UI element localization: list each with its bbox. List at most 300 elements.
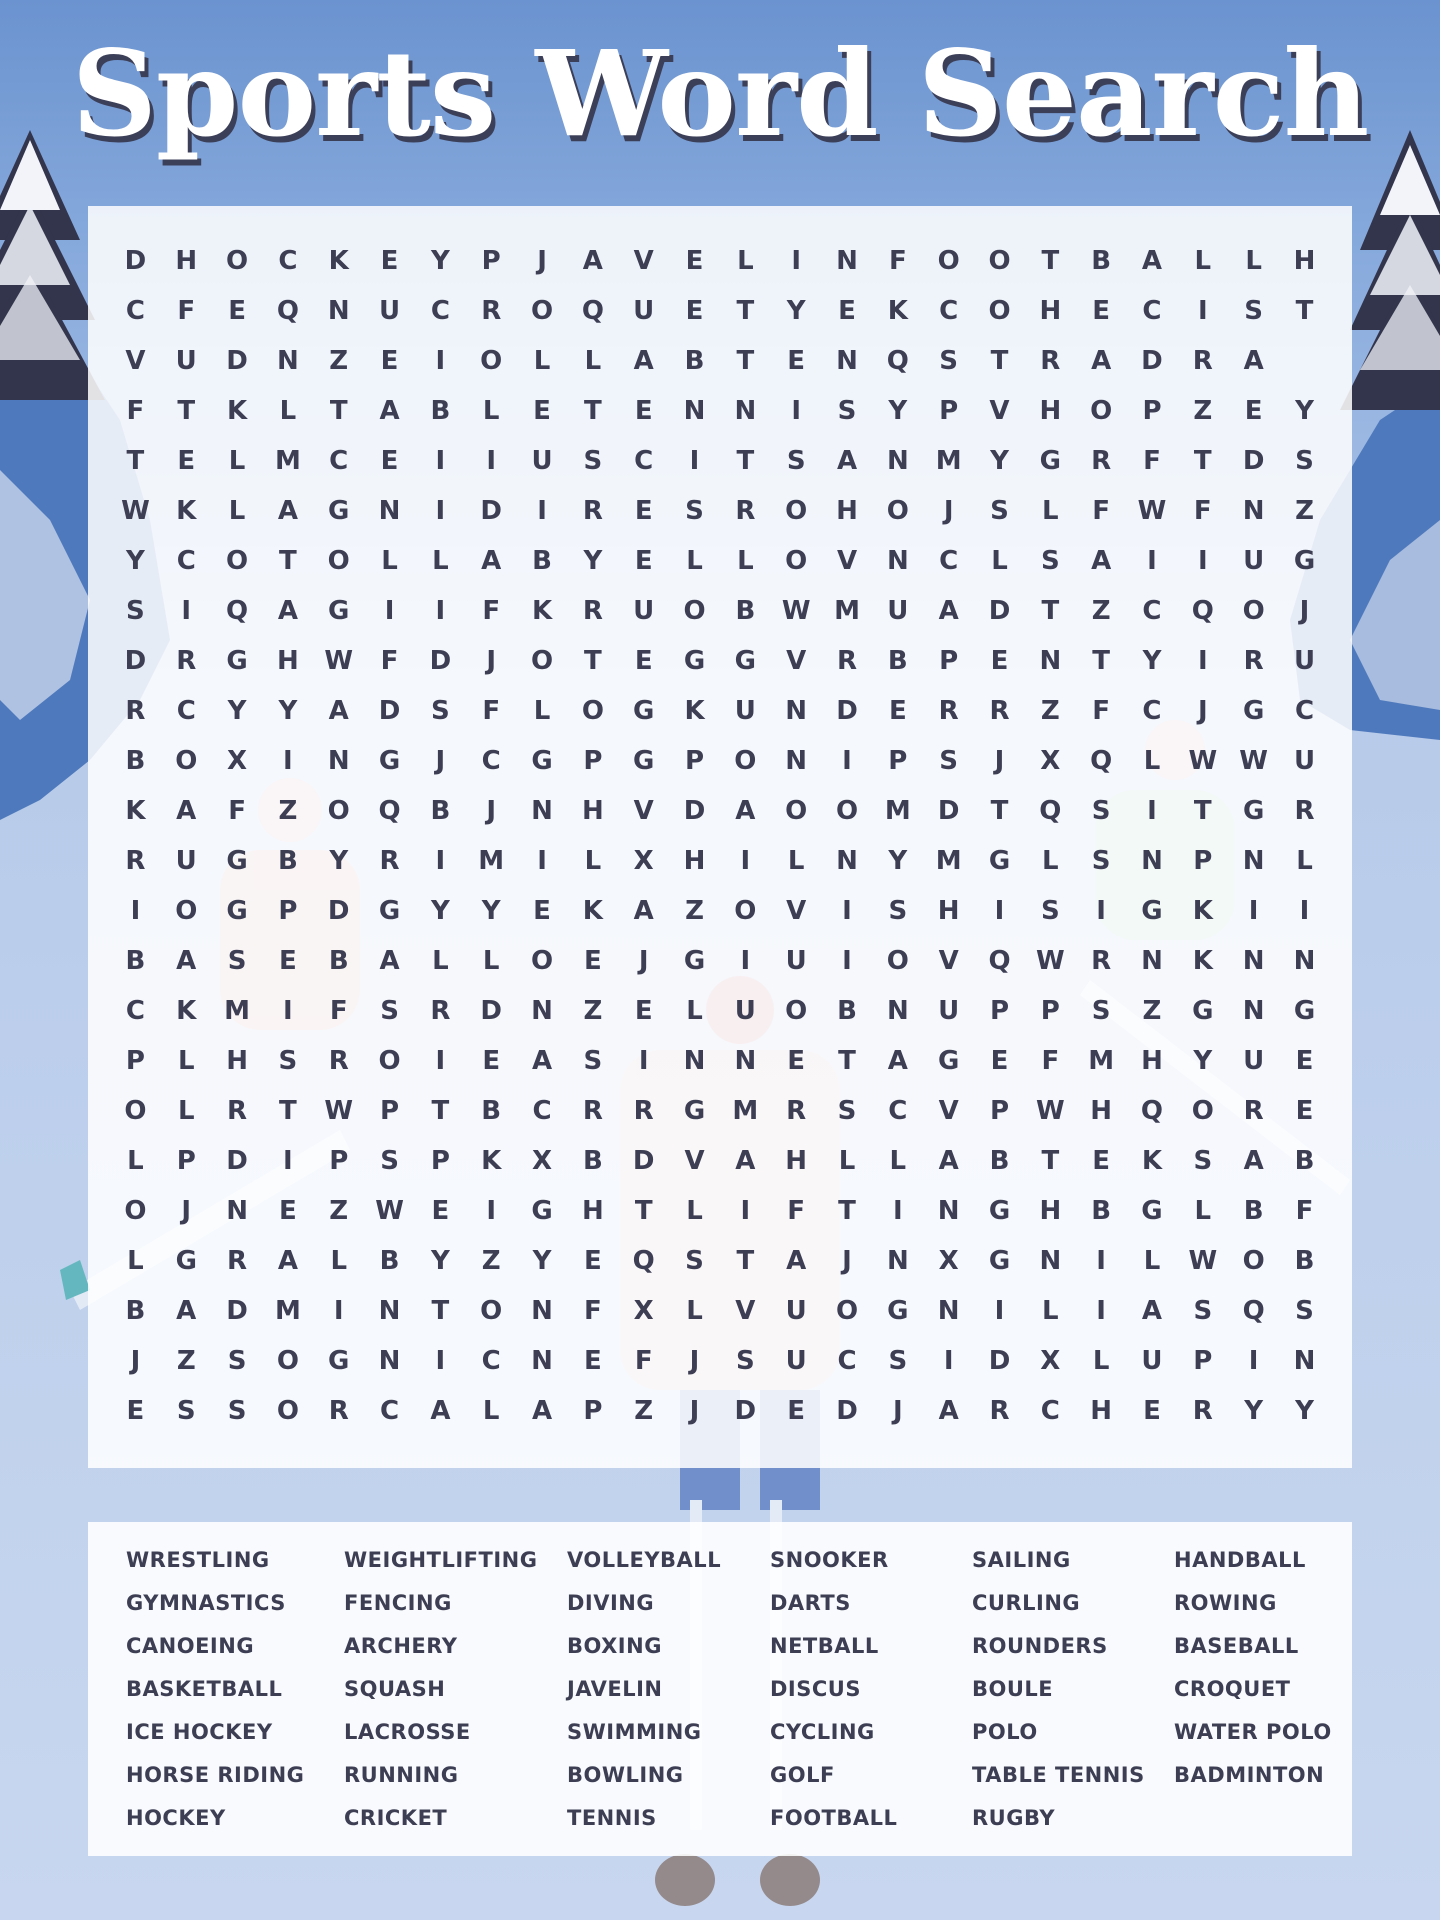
grid-letter: G xyxy=(988,1196,1011,1226)
grid-letter: R xyxy=(786,1096,807,1126)
grid-letter: A xyxy=(379,396,400,426)
grid-letter: Y xyxy=(430,1246,450,1276)
grid-letter: L xyxy=(432,946,449,976)
grid-letter: A xyxy=(786,1246,807,1276)
grid-letter: G xyxy=(226,846,248,876)
grid-letter: C xyxy=(1142,696,1162,726)
grid-letter: P xyxy=(176,1146,196,1176)
grid-letter: Z xyxy=(176,1346,196,1376)
grid-letter: P xyxy=(1142,396,1162,426)
word-list-item: LACROSSE xyxy=(344,1720,471,1744)
grid-letter: V xyxy=(735,1296,756,1326)
grid-letter: I xyxy=(791,396,802,426)
grid-letter: T xyxy=(736,1246,755,1276)
grid-letter: G xyxy=(988,846,1011,876)
grid-row xyxy=(110,436,1330,486)
grid-letter: R xyxy=(125,846,146,876)
grid-letter: U xyxy=(633,296,655,326)
grid-letter: L xyxy=(127,1246,144,1276)
grid-letter: P xyxy=(481,246,501,276)
grid-letter: E xyxy=(279,946,297,976)
grid-letter: G xyxy=(531,1196,553,1226)
grid-letter: N xyxy=(886,996,909,1026)
grid-letter: O xyxy=(175,746,198,776)
grid-letter: F xyxy=(380,646,399,676)
grid-letter: E xyxy=(990,646,1009,676)
grid-letter: R xyxy=(582,496,603,526)
word-list-item: GOLF xyxy=(770,1763,835,1787)
grid-letter: O xyxy=(734,746,757,776)
grid-letter: H xyxy=(1293,246,1316,276)
grid-row xyxy=(110,1086,1330,1136)
grid-letter: I xyxy=(1197,546,1208,576)
grid-letter: Z xyxy=(1040,696,1060,726)
grid-letter: O xyxy=(1191,1096,1214,1126)
grid-letter: C xyxy=(481,1346,501,1376)
grid-letter: P xyxy=(125,1046,145,1076)
grid-letter: G xyxy=(1039,446,1061,476)
grid-letter: Q xyxy=(378,796,401,826)
grid-letter: O xyxy=(835,1296,859,1326)
word-list-item: ROUNDERS xyxy=(972,1634,1108,1658)
grid-letter: W xyxy=(1188,746,1218,776)
grid-letter: O xyxy=(327,796,350,826)
word-list-item: CYCLING xyxy=(770,1720,875,1744)
grid-letter: O xyxy=(276,1396,299,1426)
word-list-item: RUGBY xyxy=(972,1806,1056,1830)
grid-letter: S xyxy=(1244,296,1263,326)
grid-letter: G xyxy=(937,1046,960,1076)
grid-letter: R xyxy=(1091,946,1112,976)
grid-letter: P xyxy=(583,746,603,776)
grid-letter: O xyxy=(1242,1246,1265,1276)
grid-letter: N xyxy=(1242,946,1265,976)
grid-letter: X xyxy=(938,1246,959,1276)
grid-letter: N xyxy=(785,746,808,776)
grid-letter: B xyxy=(532,546,552,576)
grid-letter: L xyxy=(482,1396,500,1426)
grid-letter: R xyxy=(836,646,858,676)
grid-letter: O xyxy=(530,296,554,326)
grid-letter: S xyxy=(837,1096,857,1126)
grid-letter: T xyxy=(329,396,348,426)
word-column xyxy=(567,1545,721,1846)
grid-letter: T xyxy=(1041,1146,1060,1176)
grid-letter: S xyxy=(888,1346,908,1376)
grid-letter: V xyxy=(938,946,959,976)
grid-letter: D xyxy=(429,646,452,676)
grid-letter: E xyxy=(685,246,704,276)
grid-letter: I xyxy=(1197,296,1208,326)
grid-letter: N xyxy=(886,446,909,476)
grid-letter: O xyxy=(785,546,808,576)
grid-letter: M xyxy=(274,1296,301,1326)
grid-letter: L xyxy=(432,546,449,576)
grid-letter: C xyxy=(939,546,959,576)
grid-letter: R xyxy=(1243,646,1264,676)
grid-letter: S xyxy=(583,446,603,476)
grid-letter: Q xyxy=(581,296,604,326)
grid-letter: W xyxy=(121,496,150,526)
grid-letter: S xyxy=(735,1346,755,1376)
word-list-item: HANDBALL xyxy=(1174,1548,1306,1572)
grid-letter: T xyxy=(279,546,297,576)
grid-letter: T xyxy=(1295,296,1314,326)
grid-letter: E xyxy=(583,1346,602,1376)
grid-letter: B xyxy=(837,996,857,1026)
grid-letter: K xyxy=(481,1146,502,1176)
grid-letter: Y xyxy=(278,696,298,726)
grid-letter: F xyxy=(787,1196,806,1226)
grid-letter: T xyxy=(736,296,755,326)
grid-letter: N xyxy=(937,1196,960,1226)
grid-letter: Q xyxy=(226,596,249,626)
grid-letter: A xyxy=(1091,546,1112,576)
grid-letter: J xyxy=(1197,696,1208,726)
grid-letter: L xyxy=(177,1046,195,1076)
grid-letter: B xyxy=(684,346,705,376)
grid-letter: F xyxy=(634,1346,653,1376)
grid-letter: N xyxy=(836,846,858,876)
grid-letter: Z xyxy=(634,1396,654,1426)
grid-letter: G xyxy=(683,646,706,676)
grid-row xyxy=(110,1336,1330,1386)
grid-letter: L xyxy=(838,1146,856,1176)
grid-letter: A xyxy=(176,1296,197,1326)
grid-letter: L xyxy=(1194,1196,1212,1226)
grid-letter: Z xyxy=(1091,596,1111,626)
grid-letter: J xyxy=(892,1396,903,1426)
grid-letter: P xyxy=(583,1396,603,1426)
grid-letter: L xyxy=(889,1146,907,1176)
word-list-item: POLO xyxy=(972,1720,1038,1744)
grid-letter: P xyxy=(380,1096,400,1126)
grid-letter: L xyxy=(686,1196,703,1226)
grid-letter: T xyxy=(1193,796,1212,826)
grid-letter: Y xyxy=(786,296,806,326)
grid-letter: B xyxy=(1294,1246,1315,1276)
word-list-item: GYMNASTICS xyxy=(126,1591,286,1615)
grid-letter: F xyxy=(1041,1046,1060,1076)
grid-row xyxy=(110,1386,1330,1436)
grid-letter: J xyxy=(181,1196,192,1226)
word-column xyxy=(972,1545,1145,1846)
grid-letter: I xyxy=(740,846,751,876)
grid-letter: A xyxy=(277,496,298,526)
word-list-item: SWIMMING xyxy=(567,1720,702,1744)
grid-letter: Z xyxy=(329,1196,349,1226)
grid-letter: U xyxy=(175,846,197,876)
grid-letter: Q xyxy=(1090,746,1113,776)
grid-letter: N xyxy=(378,1346,401,1376)
word-list-item: WEIGHTLIFTING xyxy=(344,1548,538,1572)
grid-letter: M xyxy=(834,596,860,626)
grid-letter: U xyxy=(1243,1046,1265,1076)
word-list-item: CRICKET xyxy=(344,1806,448,1830)
grid-letter: G xyxy=(328,496,350,526)
grid-letter: F xyxy=(329,996,348,1026)
grid-letter: I xyxy=(181,596,192,626)
grid-letter: B xyxy=(430,796,451,826)
grid-letter: C xyxy=(481,746,501,776)
grid-letter: I xyxy=(130,896,141,926)
grid-letter: P xyxy=(278,896,298,926)
grid-letter: F xyxy=(888,246,907,276)
grid-letter: P xyxy=(430,1146,450,1176)
grid-letter: J xyxy=(130,1346,141,1376)
grid-letter: Y xyxy=(532,1246,552,1276)
grid-letter: K xyxy=(1141,1146,1163,1176)
grid-letter: A xyxy=(277,1246,298,1276)
grid-letter: Z xyxy=(685,896,704,926)
grid-letter: M xyxy=(884,796,911,826)
word-list-item: BOULE xyxy=(972,1677,1054,1701)
word-list-item: BOWLING xyxy=(567,1763,684,1787)
word-list-item: NETBALL xyxy=(770,1634,879,1658)
grid-letter: I xyxy=(842,746,852,776)
grid-letter: W xyxy=(1188,1246,1218,1276)
grid-letter: L xyxy=(127,1146,144,1176)
grid-letter: T xyxy=(736,446,755,476)
grid-letter: H xyxy=(683,846,706,876)
grid-letter: L xyxy=(1092,1346,1110,1376)
grid-letter: I xyxy=(842,946,852,976)
grid-row xyxy=(110,1036,1330,1086)
grid-letter: L xyxy=(1143,1246,1161,1276)
grid-letter: K xyxy=(684,696,705,726)
grid-letter: R xyxy=(227,1246,248,1276)
grid-letter: D xyxy=(226,1296,248,1326)
grid-letter: U xyxy=(938,996,960,1026)
grid-letter: S xyxy=(278,1046,298,1076)
grid-letter: E xyxy=(533,396,551,426)
grid-letter: S xyxy=(380,996,399,1026)
grid-letter: Y xyxy=(1244,1396,1264,1426)
grid-letter: C xyxy=(430,296,450,326)
grid-letter: F xyxy=(1295,1196,1314,1226)
grid-letter: I xyxy=(892,1196,903,1226)
grid-letter: N xyxy=(836,346,858,376)
grid-letter: P xyxy=(989,996,1010,1026)
grid-letter: R xyxy=(1192,346,1213,376)
grid-letter: L xyxy=(381,546,398,576)
grid-letter: T xyxy=(431,1296,450,1326)
grid-letter: T xyxy=(990,796,1009,826)
page-title: Sports Word Search xyxy=(71,24,1369,163)
grid-row xyxy=(110,286,1330,336)
grid-letter: F xyxy=(228,796,246,826)
grid-letter xyxy=(1279,336,1330,386)
grid-letter: C xyxy=(532,1096,552,1126)
grid-letter: A xyxy=(633,896,654,926)
grid-letter: X xyxy=(1040,1346,1061,1376)
grid-letter: E xyxy=(1295,1096,1314,1126)
grid-letter: P xyxy=(684,746,705,776)
grid-letter: S xyxy=(380,1146,399,1176)
grid-letter: B xyxy=(1091,246,1112,276)
grid-row xyxy=(110,836,1330,886)
grid-letter: H xyxy=(836,496,858,526)
grid-letter: K xyxy=(328,246,349,276)
grid-letter: N xyxy=(734,396,757,426)
grid-letter: L xyxy=(228,496,246,526)
word-column xyxy=(126,1545,304,1846)
grid-row xyxy=(110,536,1330,586)
grid-letter: I xyxy=(283,746,293,776)
grid-letter: A xyxy=(938,596,959,626)
grid-letter: V xyxy=(786,896,807,926)
grid-letter: A xyxy=(481,546,502,576)
grid-letter: T xyxy=(583,396,602,426)
grid-row xyxy=(110,936,1330,986)
grid-letter: O xyxy=(683,596,706,626)
grid-letter: O xyxy=(785,496,808,526)
grid-letter: R xyxy=(633,1096,654,1126)
grid-letter: I xyxy=(333,1296,344,1326)
word-list-item: BASEBALL xyxy=(1174,1634,1299,1658)
grid-letter: D xyxy=(124,246,147,276)
grid-letter: A xyxy=(735,796,756,826)
grid-letter: L xyxy=(533,346,551,376)
grid-letter: H xyxy=(1090,1096,1113,1126)
grid-letter: E xyxy=(685,296,704,326)
grid-letter: U xyxy=(1243,546,1265,576)
grid-letter: I xyxy=(638,1046,649,1076)
grid-letter: Y xyxy=(888,846,908,876)
grid-letter: N xyxy=(531,1296,553,1326)
grid-letter: D xyxy=(836,1396,858,1426)
grid-letter: O xyxy=(988,246,1011,276)
grid-letter: A xyxy=(938,1146,959,1176)
grid-letter: R xyxy=(227,1096,248,1126)
grid-letter: Q xyxy=(1191,596,1214,626)
grid-letter: G xyxy=(328,1346,350,1376)
grid-letter: U xyxy=(175,346,197,376)
grid-letter: A xyxy=(531,1046,553,1076)
grid-letter: P xyxy=(1193,1346,1213,1376)
grid-row xyxy=(110,486,1330,536)
grid-letter: L xyxy=(533,696,551,726)
grid-letter: S xyxy=(227,1396,247,1426)
grid-letter: X xyxy=(1040,746,1061,776)
grid-letter: A xyxy=(1091,346,1112,376)
grid-letter: Y xyxy=(227,696,247,726)
grid-letter: S xyxy=(990,496,1009,526)
grid-letter: I xyxy=(435,1346,446,1376)
grid-letter: H xyxy=(1039,1196,1062,1226)
grid-letter: N xyxy=(327,296,350,326)
grid-letter: I xyxy=(1147,796,1157,826)
grid-letter: P xyxy=(939,396,959,426)
grid-letter: I xyxy=(740,1196,751,1226)
grid-letter: B xyxy=(125,1296,146,1326)
grid-letter: I xyxy=(1096,1296,1106,1326)
grid-letter: G xyxy=(734,646,757,676)
grid-letter: N xyxy=(378,496,401,526)
grid-letter: S xyxy=(837,396,857,426)
grid-letter: D xyxy=(327,896,350,926)
grid-letter: G xyxy=(887,1296,909,1326)
grid-letter: C xyxy=(837,1346,857,1376)
grid-letter: M xyxy=(935,446,962,476)
grid-letter: E xyxy=(583,1246,602,1276)
grid-letter: G xyxy=(633,746,655,776)
grid-letter: R xyxy=(1243,1096,1264,1126)
grid-letter: W xyxy=(1035,946,1065,976)
grid-letter: Q xyxy=(988,946,1011,976)
grid-letter: C xyxy=(634,446,654,476)
grid-letter: L xyxy=(279,396,297,426)
grid-letter: J xyxy=(638,946,649,976)
grid-letter: N xyxy=(1242,496,1265,526)
grid-letter: H xyxy=(1039,296,1062,326)
grid-letter: U xyxy=(1141,1346,1163,1376)
grid-letter: R xyxy=(481,296,502,326)
grid-letter: A xyxy=(633,346,654,376)
grid-letter: E xyxy=(380,446,399,476)
grid-row xyxy=(110,386,1330,436)
grid-letter: L xyxy=(1296,846,1313,876)
grid-letter: E xyxy=(482,1046,501,1076)
grid-letter: U xyxy=(785,1346,807,1376)
grid-letter: O xyxy=(124,1096,147,1126)
grid-letter: B xyxy=(1294,1146,1315,1176)
grid-letter: Z xyxy=(1295,496,1314,526)
grid-letter: E xyxy=(177,446,196,476)
grid-letter: N xyxy=(734,1046,757,1076)
grid-letter: E xyxy=(1092,1146,1111,1176)
grid-letter: Y xyxy=(329,846,349,876)
grid-letter: R xyxy=(1192,1396,1213,1426)
word-list-item: RUNNING xyxy=(344,1763,459,1787)
grid-letter: O xyxy=(530,946,554,976)
grid-letter: W xyxy=(324,646,354,676)
grid-letter: R xyxy=(582,596,603,626)
grid-letter: I xyxy=(435,346,446,376)
grid-row xyxy=(110,886,1330,936)
grid-letter: L xyxy=(737,546,754,576)
grid-letter: A xyxy=(836,446,858,476)
grid-letter: O xyxy=(480,1296,503,1326)
grid-letter: B xyxy=(582,1146,603,1176)
grid-letter: O xyxy=(1090,396,1113,426)
grid-letter: J xyxy=(537,246,547,276)
grid-letter: K xyxy=(226,396,248,426)
grid-letter: M xyxy=(1088,1046,1115,1076)
grid-letter: L xyxy=(1143,746,1161,776)
grid-letter: J xyxy=(689,1346,700,1376)
grid-letter: F xyxy=(177,296,196,326)
grid-letter: N xyxy=(683,1046,706,1076)
grid-letter: T xyxy=(1193,446,1212,476)
grid-letter: L xyxy=(686,1296,703,1326)
grid-letter: A xyxy=(1141,246,1163,276)
grid-letter: C xyxy=(329,446,349,476)
grid-letter: W xyxy=(1035,1096,1065,1126)
grid-letter: O xyxy=(276,1346,299,1376)
word-list-item: DIVING xyxy=(567,1591,655,1615)
grid-letter: I xyxy=(384,596,395,626)
grid-letter: X xyxy=(227,746,248,776)
grid-letter: E xyxy=(126,1396,145,1426)
grid-letter: O xyxy=(734,896,757,926)
grid-letter: C xyxy=(1040,1396,1060,1426)
word-list-item: SAILING xyxy=(972,1548,1071,1572)
grid-letter: R xyxy=(1091,446,1112,476)
grid-letter: S xyxy=(939,346,959,376)
grid-letter: N xyxy=(683,396,706,426)
grid-letter: G xyxy=(1242,796,1265,826)
